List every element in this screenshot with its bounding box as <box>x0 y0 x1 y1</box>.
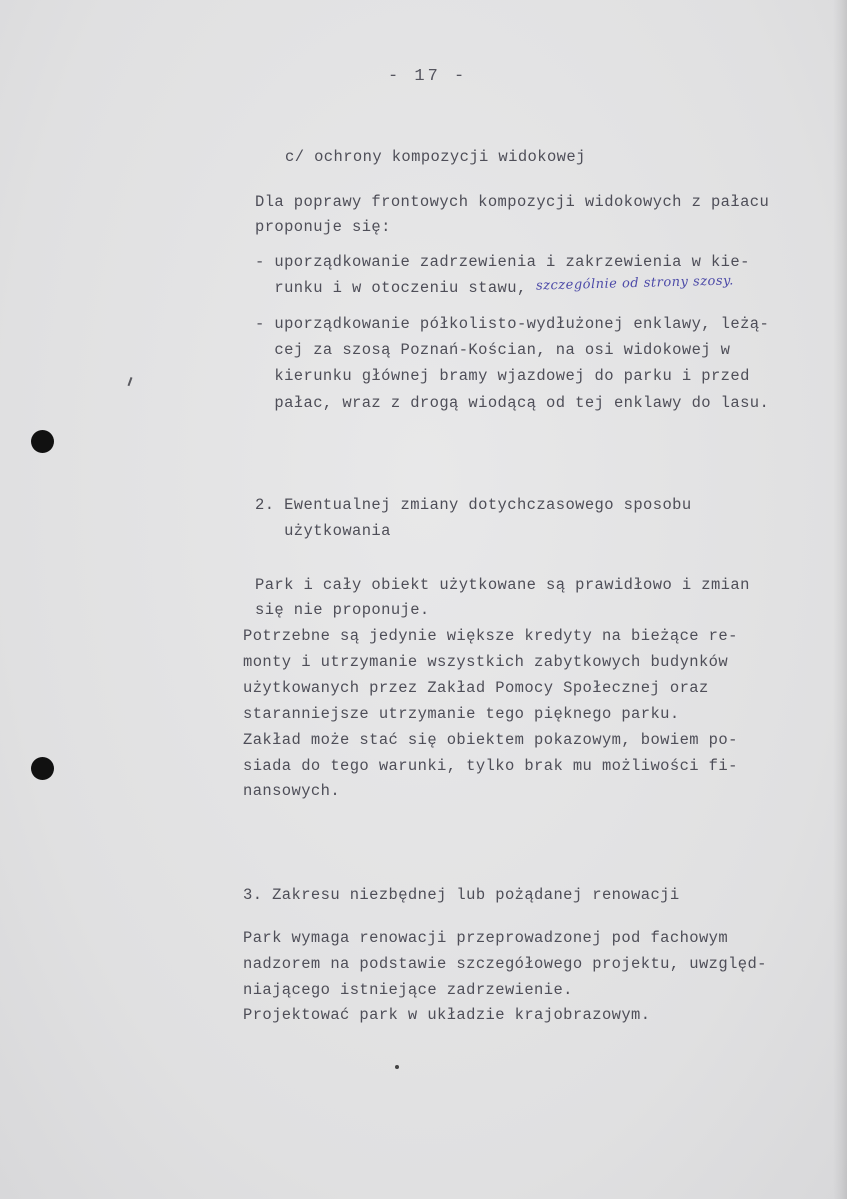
section-2-body-line-6: staranniejsze utrzymanie tego pięknego parku. <box>243 705 680 723</box>
section-2-body-line-7: Zakład może stać się obiektem pokazowym, bowiem po- <box>243 731 738 749</box>
paper-mark <box>128 377 132 386</box>
section-2-body-line-8: siada do tego warunki, tylko brak mu możliwości fi- <box>243 757 738 775</box>
section-2-body-line-2: się nie proponuje. <box>255 601 430 619</box>
section-2-body-line-9: nansowych. <box>243 782 341 800</box>
section-2-body-line-4: monty i utrzymanie wszystkich zabytkowych budynków <box>243 653 729 671</box>
section-3-body-line-3: niającego istniejące zadrzewienie. <box>243 981 573 999</box>
section-3-body-line-4: Projektować park w układzie krajobrazowym. <box>243 1006 651 1024</box>
paper-speck <box>395 1065 399 1069</box>
section-c-bullet-2-line-3: kierunku głównej bramy wjazdowej do parku i przed <box>255 367 750 385</box>
section-c-intro-line-1: Dla poprawy frontowych kompozycji widokowych z pałacu <box>255 193 770 211</box>
punch-hole-bottom <box>31 757 54 780</box>
section-c-bullet-1-line-2: runku i w otoczeniu stawu, <box>255 279 527 297</box>
section-c-intro-line-2: proponuje się: <box>255 218 391 236</box>
section-c-heading: c/ ochrony kompozycji widokowej <box>285 148 586 166</box>
section-c-bullet-2-line-2: cej za szosą Poznań-Kościan, na osi widokowej w <box>255 341 731 359</box>
section-2-body-line-1: Park i cały obiekt użytkowane są prawidłowo i zmian <box>255 576 750 594</box>
section-3-heading: 3. Zakresu niezbędnej lub pożądanej renowacji <box>243 886 680 904</box>
section-2-body-line-5: użytkowanych przez Zakład Pomocy Społecznej oraz <box>243 679 709 697</box>
section-3-body-line-1: Park wymaga renowacji przeprowadzonej pod fachowym <box>243 929 729 947</box>
section-c-bullet-1-line-1: - uporządkowanie zadrzewienia i zakrzewienia w kie- <box>255 253 750 271</box>
section-3-body-line-2: nadzorem na podstawie szczegółowego projektu, uwzględ- <box>243 955 767 973</box>
handwritten-annotation: szczególnie od strony szosy. <box>535 273 735 294</box>
section-c-bullet-2-line-4: pałac, wraz z drogą wiodącą od tej enklawy do lasu. <box>255 394 770 412</box>
section-2-heading-line-2: użytkowania <box>255 522 391 540</box>
page-edge-shadow <box>833 0 847 1199</box>
punch-hole-top <box>31 430 54 453</box>
section-c-bullet-2-line-1: - uporządkowanie półkolisto-wydłużonej enklawy, leżą- <box>255 315 770 333</box>
section-2-heading-line-1: 2. Ewentualnej zmiany dotychczasowego sposobu <box>255 496 692 514</box>
section-2-body-line-3: Potrzebne są jedynie większe kredyty na bieżące re- <box>243 627 738 645</box>
page-number: - 17 - <box>388 67 468 86</box>
